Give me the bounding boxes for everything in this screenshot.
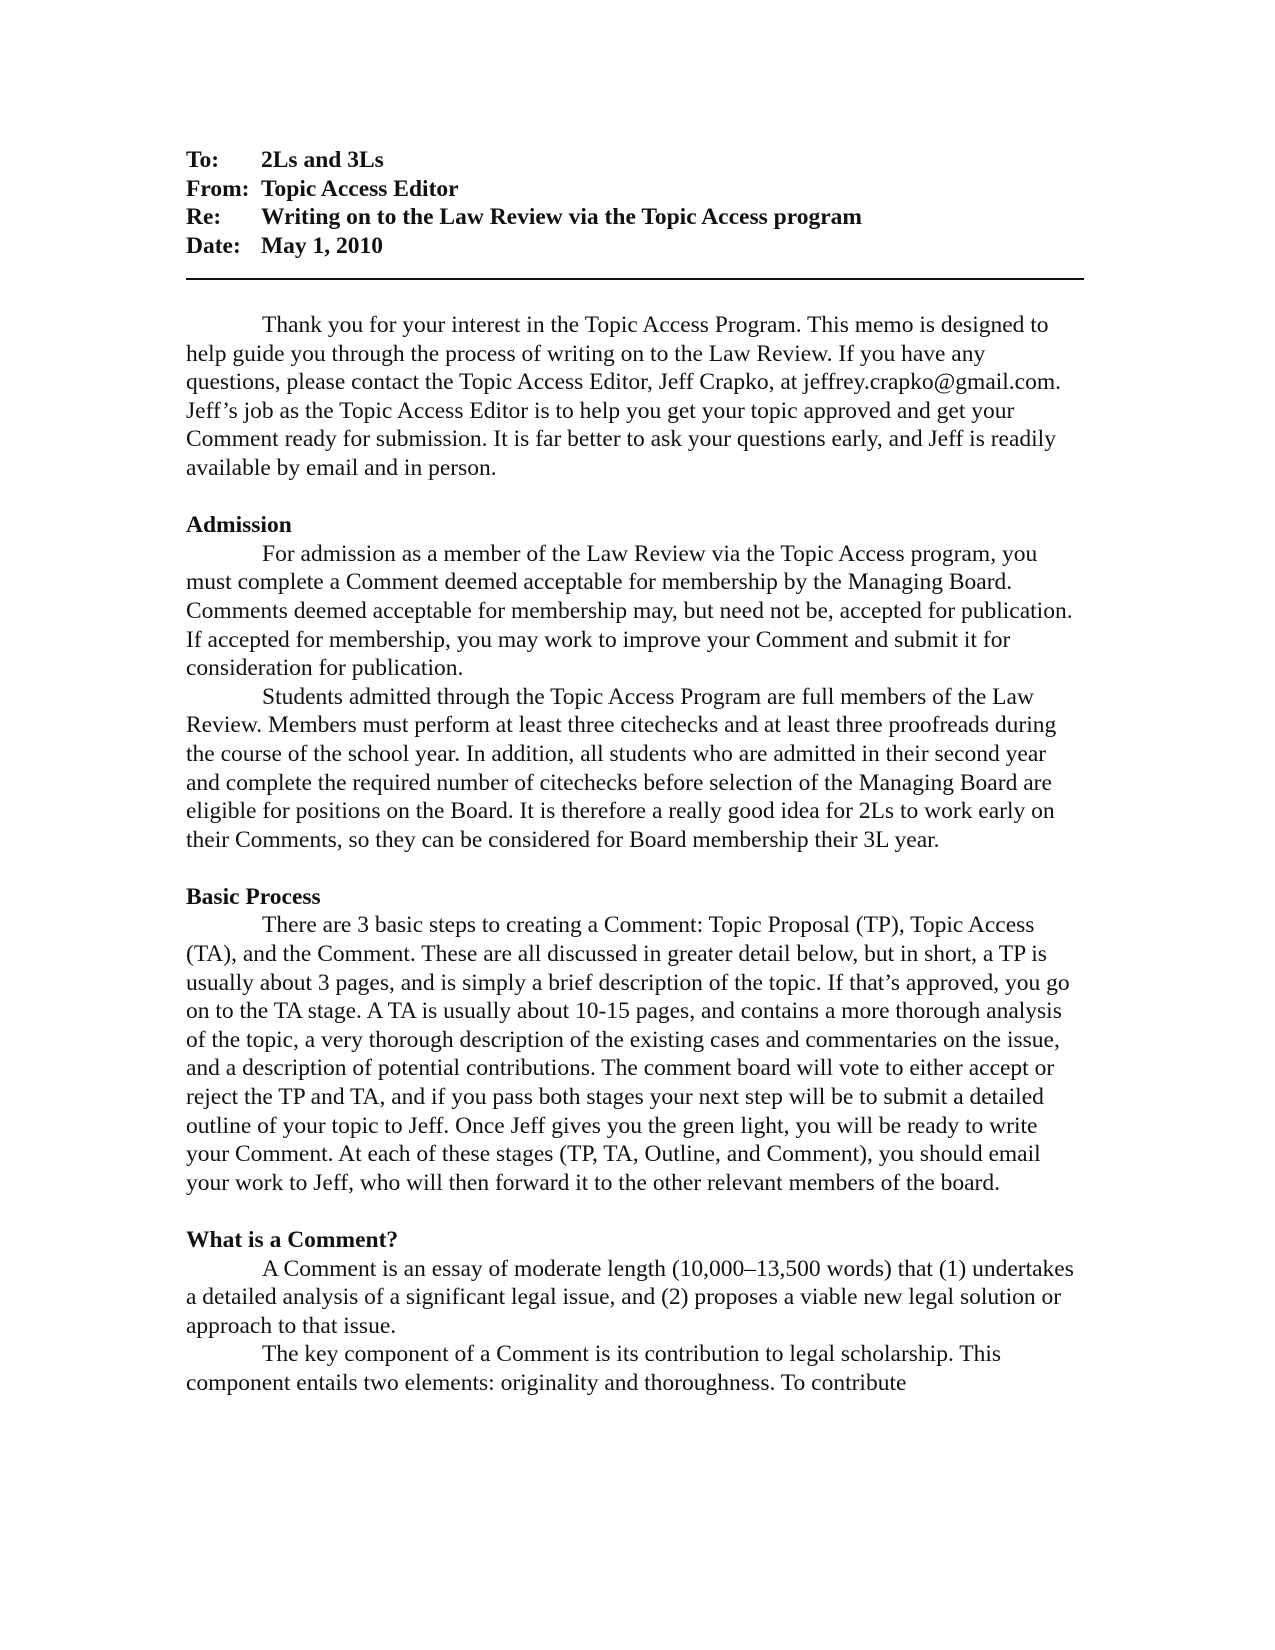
memo-header xyxy=(186,146,1084,260)
what-is-comment-paragraph-2: The key component of a Comment is its contribution to legal scholarship. This component entails two elements: originality and thoroughness. To contribute xyxy=(186,1341,1002,1396)
date-label: Date: xyxy=(186,232,241,259)
to-line xyxy=(186,146,1084,175)
re-value: Writing on to the Law Review via the Topic Access program xyxy=(261,204,862,230)
date-line xyxy=(186,232,1084,261)
to-value: 2Ls and 3Ls xyxy=(261,147,384,173)
re-line xyxy=(186,203,1084,232)
from-line xyxy=(186,175,1084,204)
admission-paragraph-2: Students admitted through the Topic Access Program are full members of the Law Review. Members must perform at least three citechecks and at least three proofreads during the course of the school year. In addition, all students who are admitted in their second year and complete the required number of citechecks before selection of the Managing Board are eligible for positions on the Board. It is therefore a really good idea for 2Ls to work early on their Comments, so they can be considered for Board membership their 3L year. xyxy=(186,683,1057,853)
intro-section xyxy=(186,311,1084,483)
to-label: To: xyxy=(186,147,220,173)
section-gap xyxy=(186,854,1084,883)
from-value: Topic Access Editor xyxy=(261,175,459,202)
intro-paragraph: Thank you for your interest in the Topic Access Program. This memo is designed to help guide you through the process of writing on to the Law Review. If you have any questions, please contact the Topic Access Editor, Jeff Crapko, at jeffrey.crapko@gmail.com. Jeff’s job as the Topic Access Editor is to help you get your topic approved and get your Comment ready for submission. It is far better to ask your questions early, and Jeff is readily available by email and in person. xyxy=(186,312,1062,481)
re-label: Re: xyxy=(186,204,222,230)
basic-process-section xyxy=(186,883,1084,1198)
admission-heading: Admission xyxy=(186,512,292,539)
from-label: From: xyxy=(186,175,250,202)
admission-section xyxy=(186,511,1084,854)
what-is-comment-section xyxy=(186,1226,1084,1398)
section-gap xyxy=(186,483,1084,512)
date-value: May 1, 2010 xyxy=(261,232,384,259)
what-is-comment-heading: What is a Comment? xyxy=(186,1227,399,1253)
header-divider xyxy=(186,278,1084,280)
what-is-comment-paragraph-1: A Comment is an essay of moderate length (10,000–13,500 words) that (1) undertakes a detailed analysis of a significant legal issue, and (2) proposes a viable new legal solution or approach to that issue. xyxy=(186,1255,1074,1339)
basic-process-heading: Basic Process xyxy=(186,883,321,910)
basic-process-paragraph: There are 3 basic steps to creating a Comment: Topic Proposal (TP), Topic Access (TA), and the Comment. These are all discussed in greater detail below, but in short, a TP is usually about 3 pages, and is simply a brief description of the topic. If that’s approved, you go on to the TA stage. A TA is usually about 10-15 pages, and contains a more thorough analysis of the topic, a very thorough description of the existing cases and commentaries on the issue, and a description of potential contributions. The comment board will vote to either accept or reject the TP and TA, and if you pass both stages your next step will be to submit a detailed outline of your topic to Jeff. Once Jeff gives you the green light, you will be ready to write your Comment. At each of these stages (TP, TA, Outline, and Comment), you should email your work to Jeff, who will then forward it to the other relevant members of the board. xyxy=(186,912,1070,1196)
section-gap xyxy=(186,1197,1084,1226)
memo-page xyxy=(186,146,1084,1398)
admission-paragraph-1: For admission as a member of the Law Review via the Topic Access program, you must complete a Comment deemed acceptable for membership by the Managing Board. Comments deemed acceptable for membership may, but need not be, accepted for publication. If accepted for membership, you may work to improve your Comment and submit it for consideration for publication. xyxy=(186,540,1073,682)
